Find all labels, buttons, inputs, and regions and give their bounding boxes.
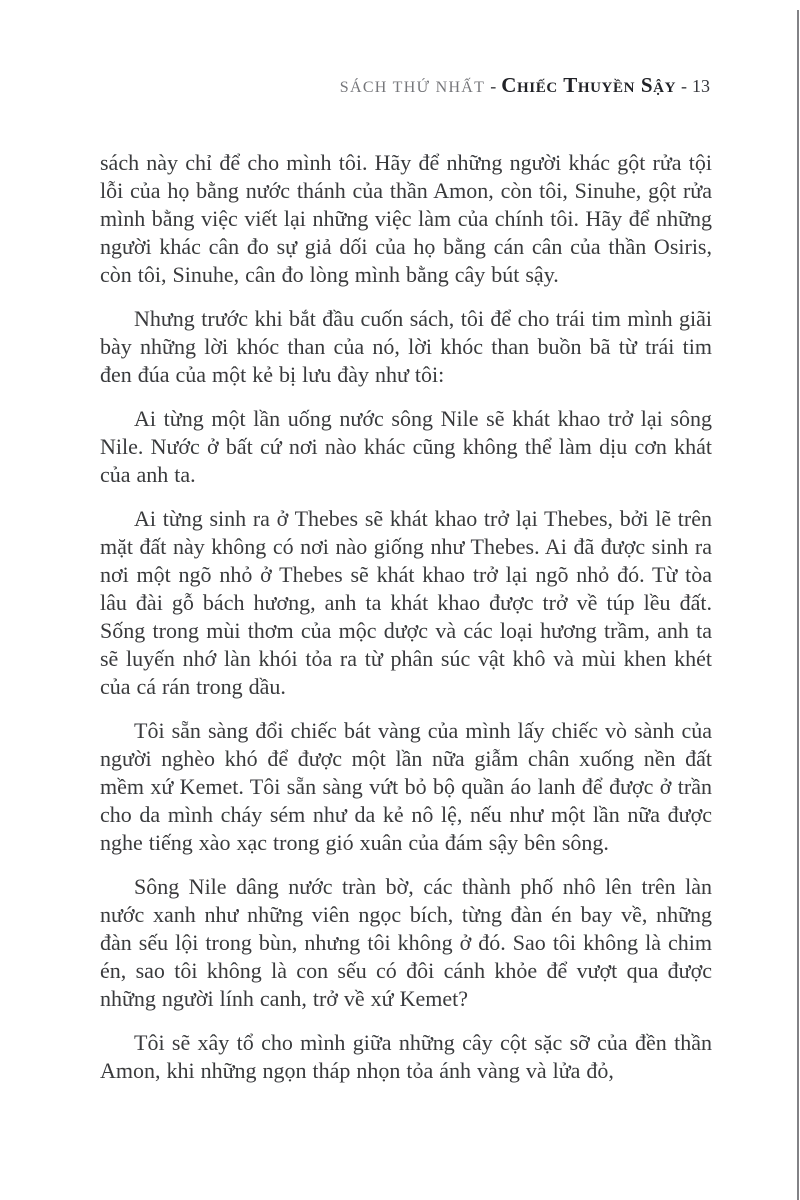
page-edge-line <box>797 10 799 1200</box>
paragraph: Nhưng trước khi bắt đầu cuốn sách, tôi để cho trái tim mình giãi bày những lời khóc than của nó, lời khóc than buồn bã từ trái tim đen đúa của một kẻ bị lưu đày như tôi: <box>100 306 712 387</box>
header-page-number: 13 <box>692 76 710 96</box>
running-header <box>0 72 710 101</box>
header-separator: - <box>490 76 497 96</box>
paragraph: Tôi sẵn sàng đổi chiếc bát vàng của mình lấy chiếc vò sành của người nghèo khó để được một lần nữa giẫm chân xuống nền đất mềm xứ Kemet. Tôi sẵn sàng vứt bỏ bộ quần áo lanh để được ở trần cho da mình cháy sém như da kẻ nô lệ, nếu như một lần nữa được nghe tiếng xào xạc trong gió xuân của đám sậy bên sông. <box>100 718 712 855</box>
page-body <box>100 149 712 1101</box>
paragraph: Tôi sẽ xây tổ cho mình giữa những cây cột sặc sỡ của đền thần Amon, khi những ngọn tháp nhọn tỏa ánh vàng và lửa đỏ, <box>100 1030 712 1083</box>
paragraph: sách này chỉ để cho mình tôi. Hãy để những người khác gột rửa tội lỗi của họ bằng nước thánh của thần Amon, còn tôi, Sinuhe, gột rửa mình bằng việc viết lại những việc làm của chính tôi. Hãy để những người khác cân đo sự giả dối của họ bằng cán cân của thần Osiris, còn tôi, Sinuhe, cân đo lòng mình bằng cây bút sậy. <box>100 150 712 287</box>
paragraph: Ai từng sinh ra ở Thebes sẽ khát khao trở lại Thebes, bởi lẽ trên mặt đất này không có nơi nào giống như Thebes. Ai đã được sinh ra nơi một ngõ nhỏ ở Thebes sẽ khát khao trở lại ngõ nhỏ đó. Từ tòa lâu đài gỗ bách hương, anh ta khát khao được trở về túp lều đất. Sống trong mùi thơm của mộc dược và các loại hương trầm, anh ta sẽ luyến nhớ làn khói tỏa ra từ phân súc vật khô và mùi khen khét của cá rán trong dầu. <box>100 506 712 699</box>
header-section-label: SÁCH THỨ NHẤT <box>339 79 486 96</box>
header-separator: - <box>681 76 687 96</box>
paragraph: Ai từng một lần uống nước sông Nile sẽ khát khao trở lại sông Nile. Nước ở bất cứ nơi nào khác cũng không thể làm dịu cơn khát của anh ta. <box>100 406 712 487</box>
paragraph: Sông Nile dâng nước tràn bờ, các thành phố nhô lên trên làn nước xanh như những viên ngọc bích, từng đàn én bay về, những đàn sếu lội trong bùn, nhưng tôi không ở đó. Sao tôi không là chim én, sao tôi không là con sếu có đôi cánh khỏe để vượt qua được những người lính canh, trở về xứ Kemet? <box>100 874 712 1011</box>
header-chapter-title: Chiếc Thuyền Sậy <box>501 73 676 97</box>
